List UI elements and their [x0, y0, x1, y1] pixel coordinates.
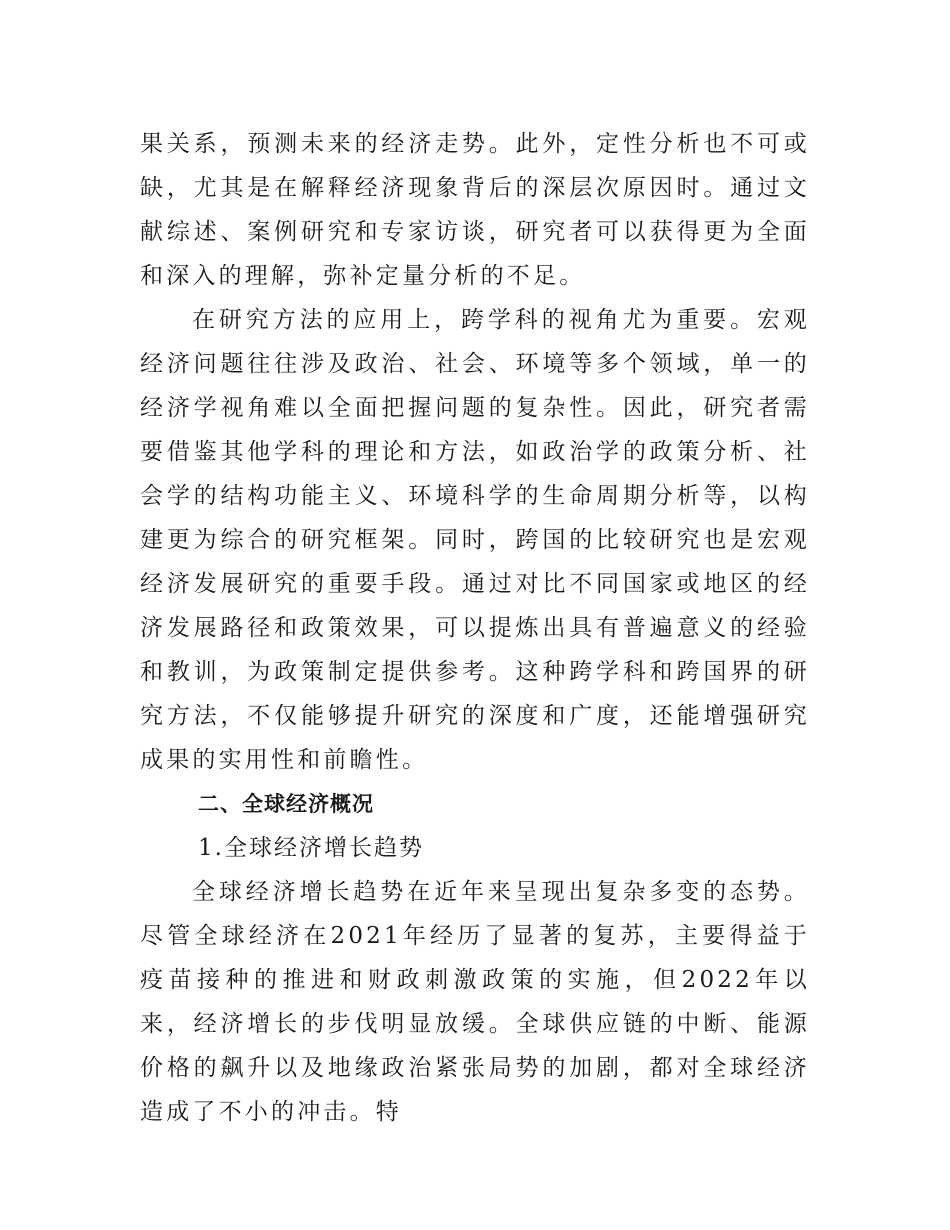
document-body [140, 122, 810, 1134]
paragraph-research-methods: 在研究方法的应用上，跨学科的视角尤为重要。宏观经济问题往往涉及政治、社会、环境等多个领域，单一的经济学视角难以全面把握问题的复杂性。因此，研究者需要借鉴其他学科的理论和方法，如政治学的政策分析、社会学的结构功能主义、环境科学的生命周期分析等，以构建更为综合的研究框架。同时，跨国的比较研究也是宏观经济发展研究的重要手段。通过对比不同国家或地区的经济发展路径和政策效果，可以提炼出具有普遍意义的经验和教训，为政策制定提供参考。这种跨学科和跨国界的研究方法，不仅能够提升研究的深度和广度，还能增强研究成果的实用性和前瞻性。 [140, 307, 810, 773]
paragraph-continuation: 果关系，预测未来的经济走势。此外，定性分析也不可或缺，尤其是在解释经济现象背后的深层次原因时。通过文献综述、案例研究和专家访谈，研究者可以获得更为全面和深入的理解，弥补定量分析的不足。 [140, 131, 810, 289]
paragraph-global-growth: 全球经济增长趋势在近年来呈现出复杂多变的态势。尽管全球经济在2021年经历了显著的复苏，主要得益于疫苗接种的推进和财政刺激政策的实施，但2022年以来，经济增长的步伐明显放缓。全球供应链的中断、能源价格的飙升以及地缘政治紧张局势的加剧，都对全球经济造成了不小的冲击。特 [140, 879, 810, 1125]
section-heading: 二、全球经济概况 [198, 792, 374, 816]
subsection-heading: 1.全球经济增长趋势 [198, 835, 424, 861]
